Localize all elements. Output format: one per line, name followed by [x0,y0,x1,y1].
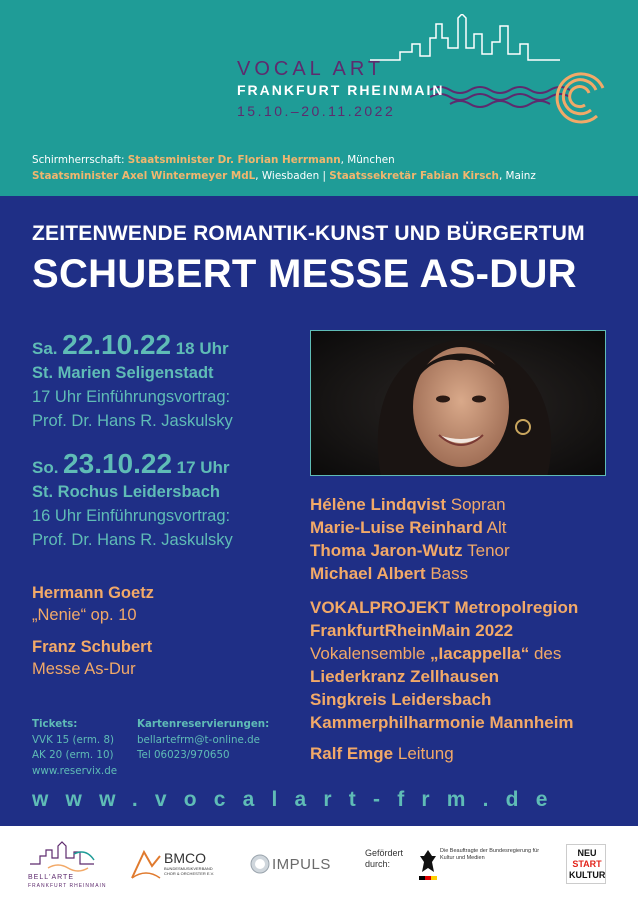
neustart-word-2: START [572,859,602,869]
cast-name: Thoma Jaron-Wutz [310,541,463,560]
ticket-box-office-price: AK 20 (erm. 10) [32,749,114,761]
ensemble-line: FrankfurtRheinMain 2022 [310,621,514,640]
composer-name: Franz Schubert [32,638,153,656]
impuls-circle-icon [250,854,270,874]
neustart-word-3: KULTUR [569,870,606,880]
concert-intro: 16 Uhr Einführungsvortrag: [32,507,231,525]
festival-dates: 15.10.–20.11.2022 [237,103,396,119]
bmco-name: BMCO [164,850,206,866]
patron-name: Staatsminister Dr. Florian Herrmann [127,154,341,166]
cast-member [310,493,510,516]
bmco-logo [130,848,222,884]
reservation-email-link[interactable]: bellartefrm@t-online.de [137,733,261,746]
work-title: „Nenie“ op. 10 [32,606,137,624]
concert-date-line [32,329,233,361]
ensemble-name: „Iacappella“ [430,644,530,663]
ticket-presale-price: VVK 15 (erm. 8) [32,733,115,746]
patronage-prefix: Schirmherrschaft: [32,154,128,166]
cast-role: Alt [486,518,507,537]
patronage-line-1 [32,154,395,166]
bmco-mark-icon [130,848,162,880]
cast-role: Sopran [450,495,506,514]
program-item-1 [32,582,154,626]
impuls-name: IMPULS [272,856,331,873]
cast-member [310,562,510,585]
ticket-website-link[interactable]: www.reservix.de [32,764,118,777]
bellarte-name: BELL'ARTE [28,874,75,881]
neustart-kultur-logo [566,844,606,884]
ensemble-line: Kammerphilharmonie Mannheim [310,713,574,732]
concert-time: 18 Uhr [175,339,229,358]
bellarte-subtitle: FRANKFURT RHEINMAIN [28,883,107,889]
bkm-logo [418,846,548,886]
reservation-phone: Tel 06023/970650 [137,749,230,761]
festival-header [0,0,638,196]
sponsor-footer [0,826,638,906]
patron-name: Staatsminister Axel Wintermeyer MdL [32,170,256,182]
composer-name: Hermann Goetz [32,584,154,602]
patron-name: Staatssekretär Fabian Kirsch [329,170,499,182]
spiral-logo-icon [553,70,609,126]
federal-eagle-icon [418,846,438,882]
concert-day: Sa. [32,339,58,358]
ensemble-line: Liederkranz Zellhausen [310,667,499,686]
river-wave-icon [430,80,570,110]
concert-speaker: Prof. Dr. Hans R. Jaskulsky [32,531,233,549]
tickets-heading: Tickets: [32,718,78,730]
neustart-word-1: NEU [577,848,597,858]
reservations-heading: Kartenreservierungen: [137,718,270,730]
cast-name: Marie-Luise Reinhard [310,518,483,537]
conductor-name: Ralf Emge [310,744,394,763]
patronage-line-2 [32,170,536,182]
concert-venue: St. Marien Seligenstadt [32,364,214,382]
conductor [310,744,454,764]
cast-role: Bass [430,564,469,583]
concert-date-line [32,448,233,480]
ensemble-line [310,642,578,665]
bmco-subtitle: BUNDESMUSIKVERBAND CHOR & ORCHESTER E.V. [164,866,215,876]
ensemble-line: Singkreis Leidersbach [310,690,492,709]
bellarte-logo [28,840,107,892]
ensemble-list [310,596,578,734]
bkm-name: Die Beauftragte der Bundesregierung für Kultur und Medien [440,848,540,861]
concert-2 [32,448,233,552]
concert-1 [32,329,233,433]
cast-member [310,539,510,562]
impuls-logo [250,854,336,878]
ensemble-text: des [529,644,562,663]
cast-list [310,493,510,585]
concert-date: 22.10.22 [62,329,172,360]
concert-day: So. [32,458,59,477]
cast-member [310,516,510,539]
ensemble-line: VOKALPROJEKT Metropolregion [310,598,579,617]
work-title: Messe As-Dur [32,660,136,678]
program-item-2 [32,636,152,680]
bellarte-skyline-icon [28,840,100,874]
patron-place: , München [340,154,395,166]
cast-name: Michael Albert [310,564,426,583]
reservation-info [137,717,269,764]
cast-role: Tenor [467,541,510,560]
festival-region: FRANKFURT RHEINMAIN [237,82,445,98]
patron-place: , Wiesbaden | [255,170,330,182]
concert-intro: 17 Uhr Einführungsvortrag: [32,388,231,406]
concert-time: 17 Uhr [176,458,230,477]
event-subtitle: ZEITENWENDE ROMANTIK-KUNST UND BÜRGERTUM [32,222,585,245]
ensemble-text: Vokalensemble [310,644,431,663]
patron-place: , Mainz [498,170,536,182]
conductor-role: Leitung [397,744,454,763]
concert-venue: St. Rochus Leidersbach [32,483,220,501]
cast-name: Hélène Lindqvist [310,495,447,514]
event-title: SCHUBERT MESSE AS-DUR [32,252,577,296]
festival-website-link[interactable]: www.vocalart-frm.de [32,788,565,811]
festival-name: VOCAL ART [237,58,385,80]
soloist-portrait-image [310,330,606,476]
concert-speaker: Prof. Dr. Hans R. Jaskulsky [32,412,233,430]
concert-date: 23.10.22 [63,448,173,479]
funded-by-label: Gefördert durch: [365,848,404,869]
ticket-info [32,717,117,779]
portrait-illustration [311,331,606,476]
